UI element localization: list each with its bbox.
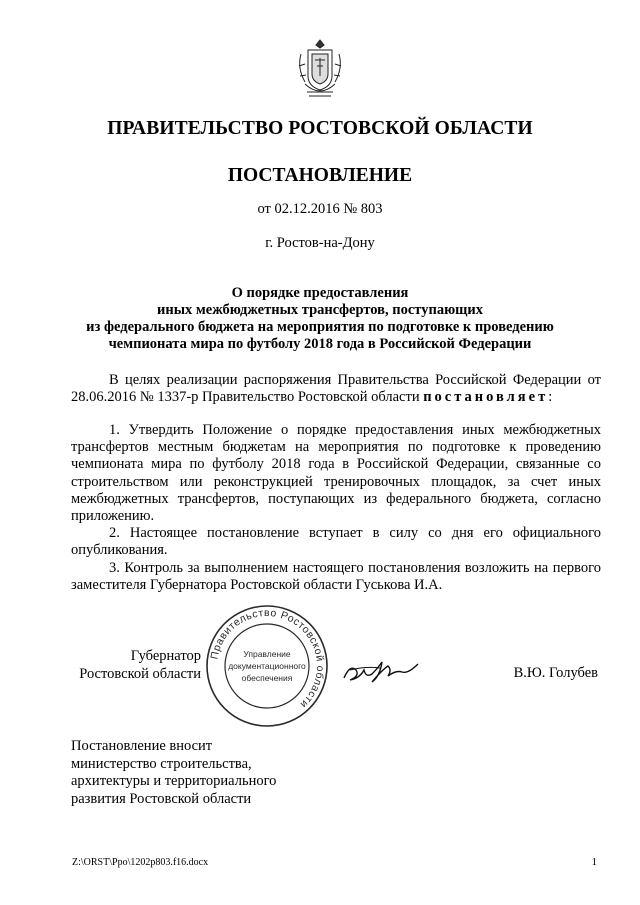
intro-text: В целях реализации распоряжения Правительства Российской Федерации от 28.06.2016 № 1337-р Правительство Ростовской области bbox=[71, 372, 601, 406]
official-stamp-icon bbox=[203, 603, 331, 729]
handwritten-signature-icon bbox=[340, 652, 422, 692]
rostov-region-coat-of-arms-icon bbox=[295, 36, 345, 104]
subject-line: иных межбюджетных трансфертов, поступающих bbox=[156, 302, 484, 318]
note-line: развития Ростовской области bbox=[71, 790, 252, 807]
submitted-by-note bbox=[71, 738, 276, 808]
file-path: Z:\ORST\Ppo\1202p803.f16.docx bbox=[72, 857, 209, 868]
subject-line: из федерального бюджета на мероприятия по подготовке к проведению bbox=[86, 319, 554, 335]
signer-title-line: Губернатор bbox=[130, 648, 201, 664]
resolution-items bbox=[71, 422, 601, 594]
note-line: Постановление вносит bbox=[71, 738, 213, 754]
document-date-number: от 02.12.2016 № 803 bbox=[257, 201, 383, 217]
subject-line: чемпионата мира по футболу 2018 года в Российской Федерации bbox=[108, 336, 532, 352]
subject-line: О порядке предоставления bbox=[231, 285, 409, 301]
resolution-item: 1. Утвердить Положение о порядке предоставления иных межбюджетных трансфертов местным бюджетам на мероприятия по подготовке к проведению чемпионата мира по футболу 2018 года в Российской Федерации, связанные со строительством или реконструкцией тренировочных площадок, за счет иных межбюджетных трансфертов, поступающих из федерального бюджета, согласно приложению. bbox=[71, 422, 601, 525]
intro-tail: : bbox=[548, 389, 553, 406]
government-title: ПРАВИТЕЛЬСТВО РОСТОВСКОЙ ОБЛАСТИ bbox=[107, 118, 533, 139]
stamp-inner-line: Управление bbox=[243, 649, 291, 659]
document-subject bbox=[40, 285, 600, 353]
stamp-inner-line: документационного bbox=[228, 661, 306, 671]
stamp-outer-text: Правительство Ростовской области bbox=[208, 606, 327, 711]
document-type: ПОСТАНОВЛЕНИЕ bbox=[227, 165, 413, 186]
signer-title-line: Ростовской области bbox=[79, 665, 201, 682]
resolution-item: 2. Настоящее постановление вступает в силу со дня его официального опубликования. bbox=[71, 525, 601, 559]
intro-paragraph bbox=[71, 372, 601, 406]
resolution-item: 3. Контроль за выполнением настоящего постановления возложить на первого заместителя Губернатора Ростовской области Гуськова И.А. bbox=[71, 559, 601, 593]
intro-keyword: постановляет bbox=[423, 389, 549, 406]
signer-title bbox=[71, 648, 201, 683]
note-line: архитектуры и территориального bbox=[71, 773, 277, 789]
note-line: министерство строительства, bbox=[71, 755, 252, 772]
signer-name: В.Ю. Голубев bbox=[513, 665, 598, 681]
document-city: г. Ростов-на-Дону bbox=[265, 235, 375, 251]
stamp-inner-line: обеспечения bbox=[241, 673, 293, 683]
page-number: 1 bbox=[591, 856, 597, 868]
